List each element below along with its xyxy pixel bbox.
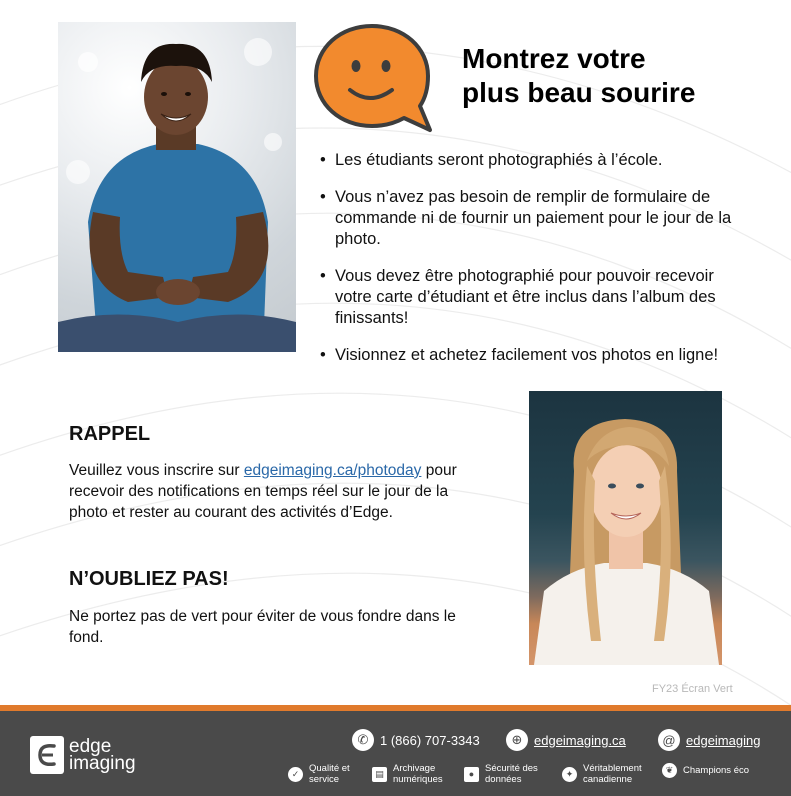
lock-icon: ● <box>464 767 479 782</box>
feature-security-l2: données <box>485 774 522 785</box>
feature-canadian <box>562 763 642 785</box>
feature-archive-l1: Archivage <box>393 763 436 774</box>
student-portrait-photo <box>529 391 722 665</box>
title-line-2: plus beau sourire <box>462 77 696 108</box>
archive-box-icon: ▤ <box>372 767 387 782</box>
logo-wordmark <box>69 738 136 772</box>
feature-eco <box>662 763 749 778</box>
edge-logo-mark-icon <box>30 736 64 774</box>
smiley-speech-bubble-icon <box>312 18 438 134</box>
feature-quality <box>288 763 350 785</box>
edge-imaging-logo[interactable] <box>30 736 136 774</box>
phone-number: 1 (866) 707-3343 <box>380 732 480 748</box>
maple-leaf-icon: ✦ <box>562 767 577 782</box>
globe-icon: ⊕ <box>506 729 528 751</box>
phone-contact[interactable] <box>352 729 480 751</box>
feature-quality-l1: Qualité et <box>309 763 350 774</box>
feature-archive-l2: numériques <box>393 774 443 785</box>
feature-security <box>464 763 538 785</box>
document-code: FY23 Écran Vert <box>652 683 733 695</box>
noubliez-paragraph: Ne portez pas de vert pour éviter de vous fondre dans le fond. <box>69 608 456 646</box>
social-contact[interactable] <box>658 729 760 751</box>
website-contact[interactable] <box>506 729 626 751</box>
rappel-text-after: pour recevoir des notifications en temps réel sur le jour de la photo et rester au courant des activités d’Edge. <box>69 462 457 521</box>
bullet-item: • Vous n’avez pas besoin de remplir de formulaire de commande ni de fournir un paiement pour le jour de la photo. <box>320 187 750 250</box>
page-title <box>462 42 762 110</box>
noubliez-heading: N’OUBLIEZ PAS! <box>69 568 229 590</box>
rappel-heading: RAPPEL <box>69 423 151 445</box>
bullet-item: • Vous devez être photographié pour pouvoir recevoir votre carte d’étudiant et être inclus dans l’album des finissants! <box>320 266 750 329</box>
feature-security-l1: Sécurité des <box>485 763 538 774</box>
footer <box>0 711 791 796</box>
logo-line-2: imaging <box>69 753 136 774</box>
info-bullet-list <box>320 150 750 382</box>
title-line-1: Montrez votre <box>462 43 646 74</box>
feature-quality-l2: service <box>309 774 340 785</box>
phone-icon: ✆ <box>352 729 374 751</box>
feature-canadian-l2: canadienne <box>583 774 633 785</box>
eco-leaf-icon: ❦ <box>662 763 677 778</box>
rappel-text-before: Veuillez vous inscrire sur <box>69 462 244 479</box>
student-photo-seated <box>58 22 296 352</box>
feature-archive <box>372 763 443 785</box>
badge-check-icon: ✓ <box>288 767 303 782</box>
photoday-link[interactable]: edgeimaging.ca/photoday <box>243 462 422 479</box>
rappel-paragraph <box>69 460 489 523</box>
bullet-item: • Visionnez et achetez facilement vos photos en ligne! <box>320 345 750 366</box>
social-link[interactable]: edgeimaging <box>686 732 761 748</box>
at-sign-icon: @ <box>658 729 680 751</box>
logo-line-1: edge <box>69 736 112 757</box>
feature-eco-label: Champions éco <box>683 765 750 776</box>
website-link[interactable]: edgeimaging.ca <box>534 732 626 748</box>
bullet-item: • Les étudiants seront photographiés à l’école. <box>320 150 750 171</box>
feature-canadian-l1: Véritablement <box>583 763 642 774</box>
